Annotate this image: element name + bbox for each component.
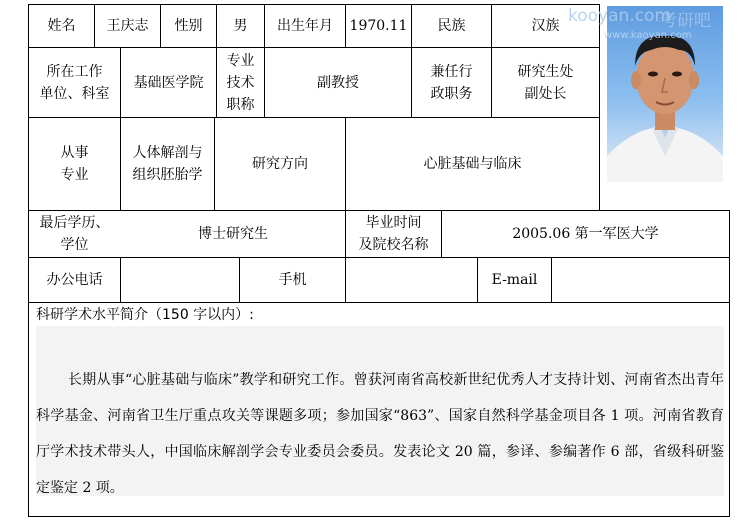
rule <box>599 4 600 211</box>
phone-value <box>121 258 239 302</box>
watermark-url: www.kaoyan.com <box>604 30 692 41</box>
title-value: 副教授 <box>317 74 359 91</box>
birth-label: 出生年月 <box>277 18 333 34</box>
grad-label: 毕业时间 及院校名称 <box>358 215 429 253</box>
rule <box>28 302 730 303</box>
rule <box>729 210 730 517</box>
major-label: 从事 专业 <box>60 145 89 183</box>
unit-label: 所在工作 单位、科室 <box>39 63 110 102</box>
unit-value: 基础医学院 <box>133 74 204 91</box>
research-label: 研究方向 <box>252 156 308 172</box>
mobile-label: 手机 <box>278 272 307 288</box>
gender-label: 性别 <box>174 18 203 34</box>
gender-value: 男 <box>233 18 248 34</box>
birth-value: 1970.11 <box>349 18 408 34</box>
mobile-value <box>346 258 477 302</box>
admin-label: 兼任行 政职务 <box>430 63 473 102</box>
major-value: 人体解剖与 组织胚胎学 <box>132 145 203 183</box>
email-value <box>552 258 729 302</box>
name-value: 王庆志 <box>106 18 149 34</box>
name-label: 姓名 <box>47 18 76 34</box>
research-value: 心脏基础与临床 <box>423 156 522 172</box>
summary-text: 长期从事“心脏基础与临床”教学和研究工作。曾获河南省高校新世纪优秀人才支持计划、河南省杰出青年科学基金、河南省卫生厅重点攻关等课题多项；参加国家“863”、国家自然科学基金项目各 1 项。河南省教育厅学术技术带头人，中国临床解剖学会专业委员会委员。发表论文 20 篇，参译、参编著作 6 部，省级科研鉴定鉴定 2 项。 <box>36 372 724 496</box>
degree-label: 最后学历、 学位 <box>39 215 110 253</box>
ethnicity-value: 汉族 <box>531 18 560 34</box>
email-label: E-mail <box>491 272 538 288</box>
ethnicity-label: 民族 <box>437 18 466 34</box>
rule <box>28 516 730 517</box>
watermark-brand-cn: 考研吧 <box>660 11 711 31</box>
grad-value: 2005.06 第一军医大学 <box>512 226 659 242</box>
admin-value: 研究生处 副处长 <box>517 63 574 102</box>
phone-label: 办公电话 <box>46 272 103 288</box>
degree-value: 博士研究生 <box>198 226 268 242</box>
summary-label: 科研学术水平简介（150 字以内）: <box>36 307 254 323</box>
watermark-brand: kooyan.com <box>568 6 672 26</box>
title-label: 专业 技术 职称 <box>226 52 255 113</box>
